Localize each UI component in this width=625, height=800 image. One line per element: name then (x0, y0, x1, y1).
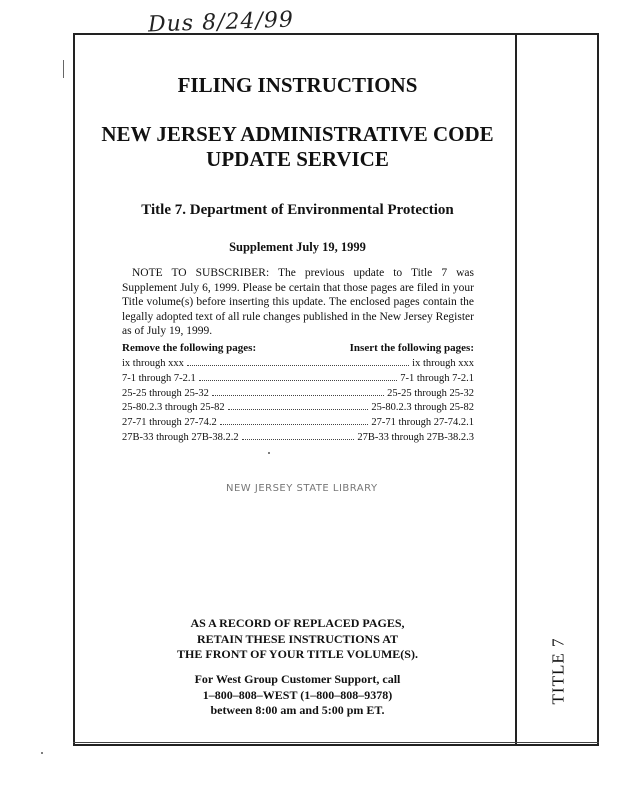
insert-pages: 25-80.2.3 through 25-82 (371, 402, 474, 414)
retain-line: AS A RECORD OF REPLACED PAGES, (190, 616, 405, 630)
remove-header: Remove the following pages: (122, 342, 257, 354)
page-list (122, 357, 474, 446)
title-tab-label: TITLE 7 (548, 637, 568, 705)
list-item (122, 431, 474, 446)
leader-dots (220, 416, 369, 425)
side-divider (515, 33, 517, 746)
list-item (122, 357, 474, 372)
subscriber-note: NOTE TO SUBSCRIBER: The previous update to Title 7 was Supplement July 6, 1999. Please be certain that those pages are filed in your Title volume(s) before inserting this update. The enclosed pages contain the legally adopted text of all rule changes published in the New Jersey Register as of July 19, 1999. (122, 267, 474, 337)
insert-pages: ix through xxx (412, 358, 474, 369)
list-item (122, 416, 474, 431)
support-phone: 1–800–808–WEST (1–800–808–9378) (202, 687, 393, 702)
code-title-line: UPDATE SERVICE (206, 147, 389, 171)
leader-dots (187, 357, 409, 366)
retain-line: THE FRONT OF YOUR TITLE VOLUME(S). (177, 647, 418, 661)
leader-dots (199, 372, 397, 381)
page-list-header (122, 342, 474, 354)
remove-pages: 25-25 through 25-32 (122, 387, 209, 399)
library-stamp: NEW JERSEY STATE LIBRARY (226, 483, 378, 494)
insert-pages: 27-71 through 27-74.2.1 (371, 417, 474, 429)
title-tab (525, 636, 591, 706)
bottom-rule (73, 742, 599, 743)
handwritten-note: Dus 8/24/99 (147, 7, 295, 38)
insert-pages: 7-1 through 7-2.1 (400, 372, 474, 384)
insert-header: Insert the following pages: (349, 342, 474, 354)
retain-instructions (80, 616, 515, 663)
leader-dots (228, 401, 369, 410)
code-title-line: NEW JERSEY ADMINISTRATIVE CODE (101, 122, 494, 146)
insert-pages: 25-25 through 25-32 (387, 387, 474, 399)
page-title: FILING INSTRUCTIONS (177, 73, 418, 97)
remove-pages: 7-1 through 7-2.1 (122, 372, 196, 384)
insert-pages: 27B-33 through 27B-38.2.3 (357, 431, 474, 443)
support-line: For West Group Customer Support, call (194, 672, 401, 686)
code-title (80, 122, 515, 172)
remove-pages: 27B-33 through 27B-38.2.2 (122, 431, 239, 443)
supplement-date: Supplement July 19, 1999 (229, 240, 366, 254)
leader-dots (242, 431, 355, 440)
customer-support (80, 672, 515, 719)
remove-pages: 25-80.2.3 through 25-82 (122, 402, 225, 414)
department-title: Title 7. Department of Environmental Protection (141, 202, 454, 218)
remove-pages: 27-71 through 27-74.2 (122, 417, 217, 429)
list-item (122, 387, 474, 402)
leader-dots (212, 387, 384, 396)
list-item (122, 401, 474, 416)
scan-mark (63, 60, 64, 78)
retain-line: RETAIN THESE INSTRUCTIONS AT (196, 631, 399, 646)
list-item (122, 372, 474, 387)
support-hours: between 8:00 am and 5:00 pm ET. (210, 703, 385, 717)
remove-pages: ix through xxx (122, 358, 184, 369)
scan-speck (268, 452, 270, 454)
scan-speck (41, 752, 43, 754)
